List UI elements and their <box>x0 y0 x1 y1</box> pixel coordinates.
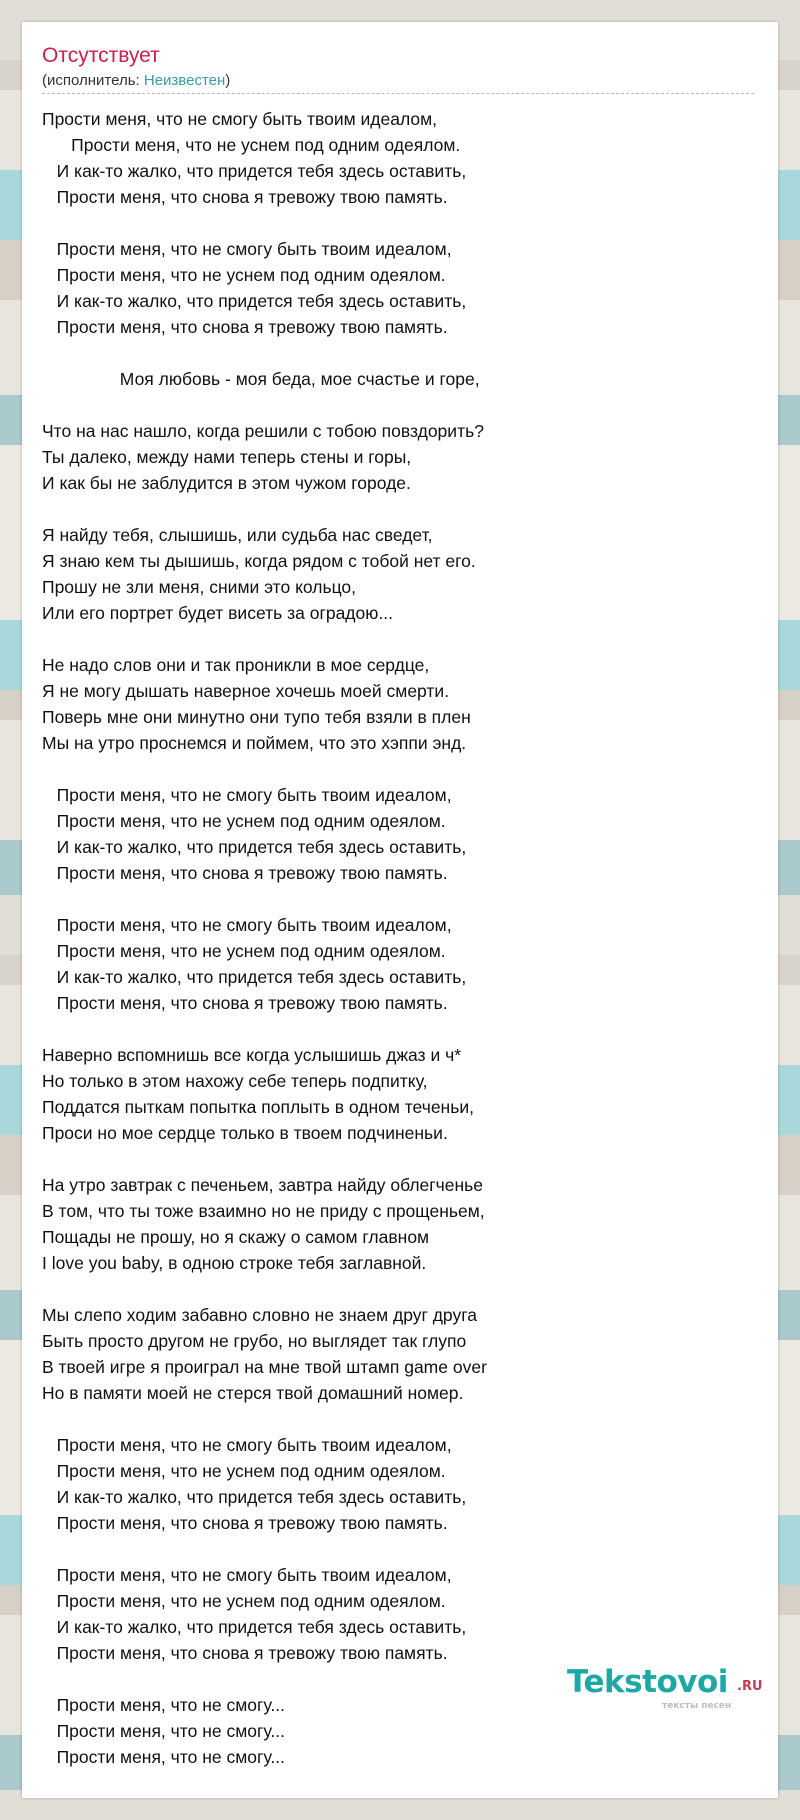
lyric-line: Наверно вспомнишь все когда услышишь джаз и ч* <box>42 1045 462 1065</box>
lyric-line: Я найду тебя, слышишь, или судьба нас сведет, <box>42 525 433 545</box>
lyric-line: Прости меня, что не смогу... <box>42 1747 285 1767</box>
stanza-gap <box>42 1016 762 1042</box>
logo-tld: .RU <box>737 1679 763 1694</box>
lyric-line: Прошу не зли меня, сними это кольцо, <box>42 577 357 597</box>
lyric-line: Проси но мое сердце только в твоем подчиненьи. <box>42 1123 448 1143</box>
logo-word: Tekstovoi <box>567 1664 728 1700</box>
stanza-gap <box>42 1146 762 1172</box>
lyric-line: Пощады не прошу, но я скажу о самом главном <box>42 1227 430 1247</box>
lyric-line: Мы слепо ходим забавно словно не знаем друг друга <box>42 1305 477 1325</box>
lyric-line: Поддатся пыткам попытка поплыть в одном теченьи, <box>42 1097 474 1117</box>
lyrics-card <box>22 22 778 1798</box>
lyric-line: Я знаю кем ты дышишь, когда рядом с тобой нет его. <box>42 551 476 571</box>
lyric-line: Или его портрет будет висеть за оградою... <box>42 603 393 623</box>
stanza-gap <box>42 340 762 366</box>
lyric-line: Прости меня, что не уснем под одним одеялом. <box>42 941 446 961</box>
lyric-line: Но только в этом нахожу себе теперь подпитку, <box>42 1071 428 1091</box>
lyric-line: В том, что ты тоже взаимно но не приду с прощеньем, <box>42 1201 485 1221</box>
lyric-line: Прости меня, что не смогу быть твоим идеалом, <box>42 239 452 259</box>
lyric-line: Прости меня, что снова я тревожу твою память. <box>42 187 448 207</box>
stanza-gap <box>42 1406 762 1432</box>
lyric-line: Мы на утро проснемся и поймем, что это хэппи энд. <box>42 733 467 753</box>
lyric-line: На утро завтрак с печеньем, завтра найду облегченье <box>42 1175 484 1195</box>
lyrics-text <box>42 106 762 1770</box>
stanza-gap <box>42 496 762 522</box>
lyric-line: Моя любовь - моя беда, мое счастье и горе, <box>42 369 480 389</box>
lyric-line: Прости меня, что не смогу... <box>42 1721 285 1741</box>
lyric-line: И как-то жалко, что придется тебя здесь оставить, <box>42 1487 467 1507</box>
lyric-line: Я не могу дышать наверное хочешь моей смерти. <box>42 681 450 701</box>
lyric-line: Прости меня, что снова я тревожу твою память. <box>42 863 448 883</box>
lyric-line: Прости меня, что не смогу быть твоим идеалом, <box>42 109 437 129</box>
lyric-line: Прости меня, что не уснем под одним одеялом. <box>42 811 446 831</box>
lyric-line: Прости меня, что не уснем под одним одеялом. <box>42 1591 446 1611</box>
lyric-line: Прости меня, что не смогу быть твоим идеалом, <box>42 785 452 805</box>
lyric-line: Что на нас нашло, когда решили с тобою повздорить? <box>42 421 484 441</box>
title-divider <box>42 93 754 94</box>
stanza-gap <box>42 886 762 912</box>
performer-prefix: (исполнитель: <box>42 72 144 89</box>
lyric-line: Прости меня, что снова я тревожу твою память. <box>42 993 448 1013</box>
lyric-line: И как-то жалко, что придется тебя здесь оставить, <box>42 967 467 987</box>
lyric-line: Прости меня, что снова я тревожу твою память. <box>42 317 448 337</box>
stanza-gap <box>42 626 762 652</box>
lyric-line: Поверь мне они минутно они тупо тебя взяли в плен <box>42 707 471 727</box>
lyric-line: В твоей игре я проиграл на мне твой штамп game over <box>42 1357 487 1377</box>
lyric-line: Прости меня, что не смогу быть твоим идеалом, <box>42 1565 452 1585</box>
lyric-line: И как-то жалко, что придется тебя здесь оставить, <box>42 161 467 181</box>
lyric-line: И как бы не заблудится в этом чужом городе. <box>42 473 411 493</box>
site-logo[interactable] <box>567 1664 777 1718</box>
lyric-line: I love you baby, в одною строке тебя заглавной. <box>42 1253 427 1273</box>
lyric-line: Прости меня, что не смогу быть твоим идеалом, <box>42 915 452 935</box>
lyric-line: И как-то жалко, что придется тебя здесь оставить, <box>42 291 467 311</box>
lyric-line: Не надо слов они и так проникли в мое сердце, <box>42 655 430 675</box>
lyric-line: Прости меня, что снова я тревожу твою память. <box>42 1513 448 1533</box>
lyric-line: Быть просто другом не грубо, но выглядет так глупо <box>42 1331 467 1351</box>
stanza-gap <box>42 1536 762 1562</box>
stanza-gap <box>42 392 762 418</box>
lyric-line: Прости меня, что не смогу... <box>42 1695 285 1715</box>
stanza-gap <box>42 756 762 782</box>
lyric-line: Прости меня, что не смогу быть твоим идеалом, <box>42 1435 452 1455</box>
logo-tagline: тексты песен <box>662 1701 732 1711</box>
performer-suffix: ) <box>225 72 231 89</box>
lyric-line: Но в памяти моей не стерся твой домашний номер. <box>42 1383 464 1403</box>
lyric-line: Ты далеко, между нами теперь стены и горы, <box>42 447 412 467</box>
stanza-gap <box>42 210 762 236</box>
lyric-line: И как-то жалко, что придется тебя здесь оставить, <box>42 1617 467 1637</box>
lyric-line: Прости меня, что не уснем под одним одеялом. <box>42 265 446 285</box>
stanza-gap <box>42 1276 762 1302</box>
lyric-line: И как-то жалко, что придется тебя здесь оставить, <box>42 837 467 857</box>
song-title: Отсутствует <box>42 44 160 67</box>
lyric-line: Прости меня, что не уснем под одним одеялом. <box>42 135 461 155</box>
performer-credit <box>42 72 230 89</box>
lyric-line: Прости меня, что снова я тревожу твою память. <box>42 1643 448 1663</box>
performer-link[interactable]: Неизвестен <box>143 72 226 89</box>
lyric-line: Прости меня, что не уснем под одним одеялом. <box>42 1461 446 1481</box>
